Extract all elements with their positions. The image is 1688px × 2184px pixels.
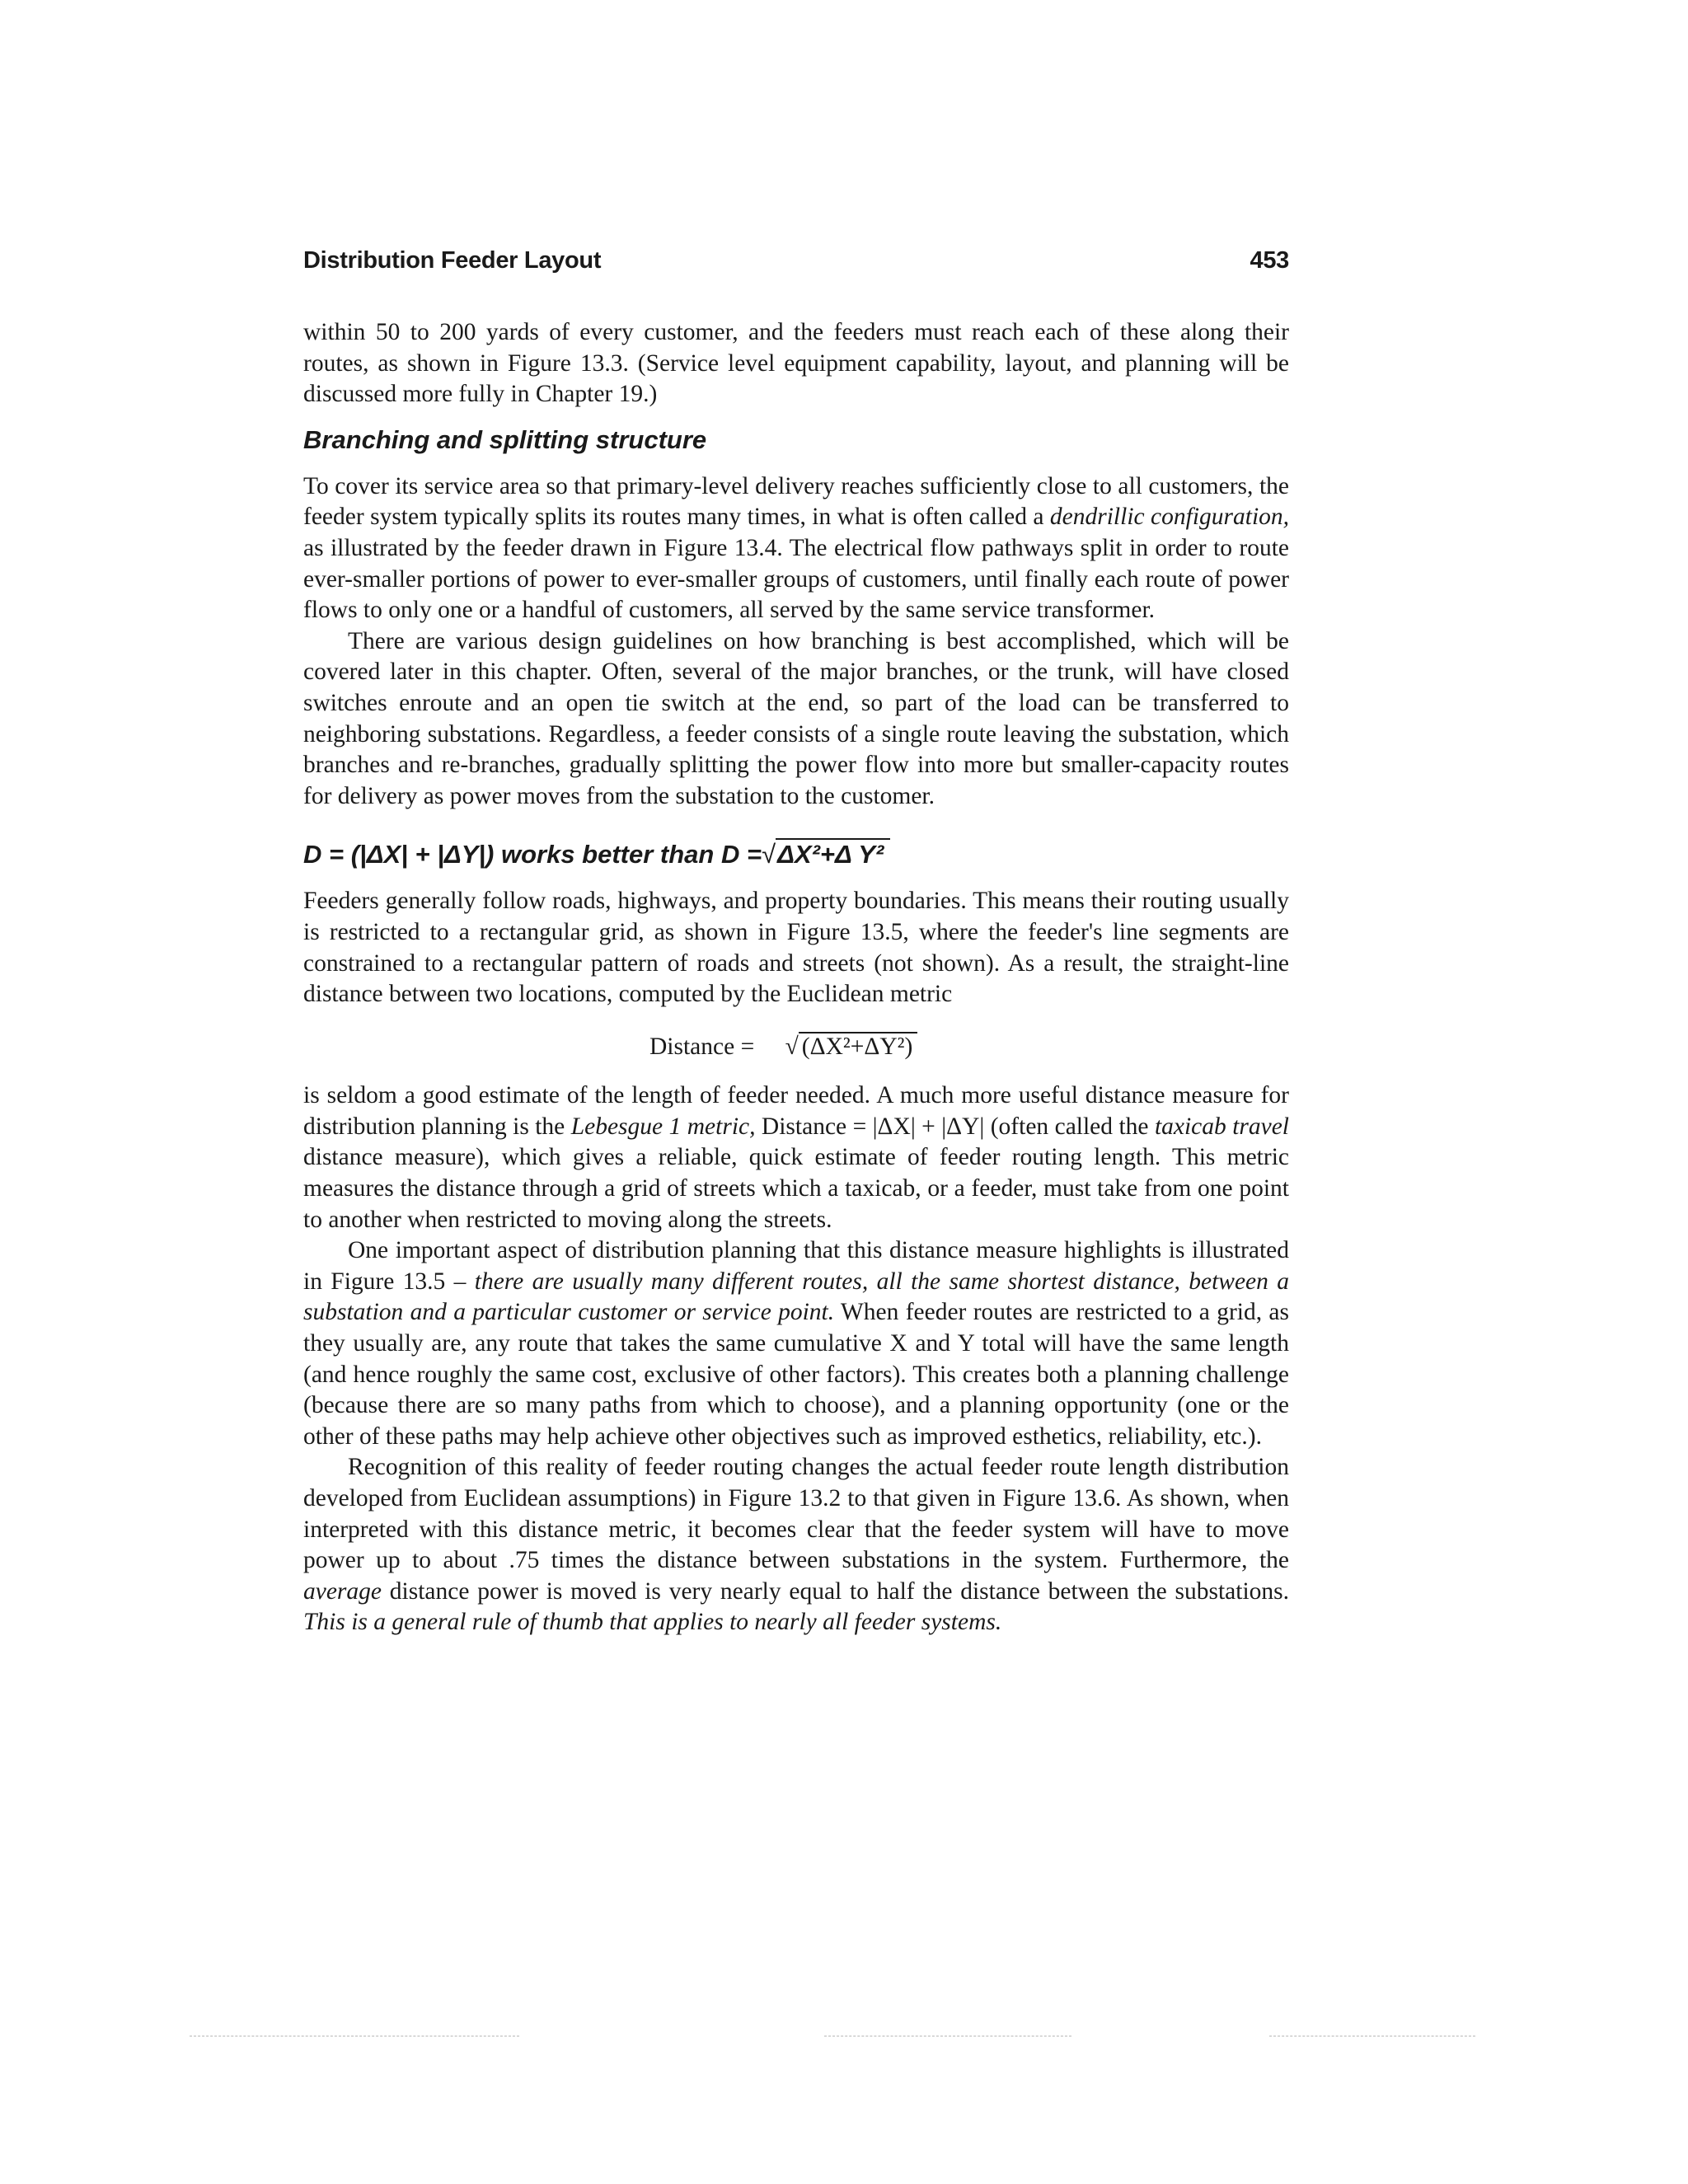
- section-heading-distance-metric: D = (|ΔX| + |ΔY|) works better than D =√ΔX²+Δ Y²: [303, 838, 1289, 871]
- emphasis-rule-of-thumb: This is a general rule of thumb that applies to nearly all feeder systems.: [303, 1609, 1002, 1636]
- term-taxicab: taxicab travel: [1154, 1113, 1290, 1140]
- paragraph-distance-2: is seldom a good estimate of the length of feeder needed. A much more useful distance measure for distribution planning is the Lebesgue 1 metric, Distance = |ΔX| + |ΔY| (often called the taxicab travel distance measure), which gives a reliable, quick estimate of feeder routing length. This metric measures the distance through a grid of streets which a taxicab, or a feeder, must take from one point to another when restricted to moving along the streets.: [303, 1082, 1290, 1233]
- section-heading-branching: Branching and splitting structure: [303, 424, 707, 454]
- square-root-icon: √: [785, 1033, 799, 1060]
- square-root-icon: √: [762, 840, 776, 869]
- emphasis-many-routes: there are usually many different routes, all the same shortest distance, between a substation and a particular customer or service point.: [303, 1268, 1290, 1326]
- term-lebesgue: Lebesgue 1 metric,: [570, 1113, 756, 1140]
- paragraph-distance-4: Recognition of this reality of feeder routing changes the actual feeder route length distribution developed from Euclidean assumptions) in Figure 13.2 to that given in Figure 13.6. As shown, when interpreted with this distance metric, it becomes clear that the feeder system will have to move power up to about .75 times the distance between substations in the system. Furthermore, the average distance power is moved is very nearly equal to half the distance between the substations. This is a general rule of thumb that applies to nearly all feeder systems.: [303, 1454, 1289, 1636]
- running-head: [303, 247, 1289, 274]
- equation-euclidean: [303, 1032, 1289, 1063]
- heading-radical: [762, 838, 890, 871]
- paragraph-intro: within 50 to 200 yards of every customer, and the feeders must reach each of these along their routes, as shown in Figure 13.3. (Service level equipment capability, layout, and planning will be discussed more fully in Chapter 19.): [303, 319, 1289, 408]
- paragraph-distance-3: One important aspect of distribution planning that this distance measure highlights is illustrated in Figure 13.5 – there are usually many different routes, all the same shortest distance, between a substation and a particular customer or service point. When feeder routes are restricted to a grid, as they usually are, any route that takes the same cumulative X and Y total will have the same length (and hence roughly the same cost, exclusive of other factors). This creates both a planning challenge (because there are so many paths from which to choose), and a planning opportunity (one or the other of these paths may help achieve other objectives such as improved esthetics, reliability, etc.).: [303, 1237, 1290, 1450]
- paragraph-branching-2: There are various design guidelines on how branching is best accomplished, which will be covered later in this chapter. Often, several of the major branches, or the trunk, will have closed switches enroute and an open tie switch at the end, so part of the load can be transferred to neighboring substations. Regardless, a feeder consists of a single route leaving the substation, which branches and re-branches, gradually splitting the power flow into more but smaller-capacity routes for delivery as power moves from the substation to the customer.: [303, 627, 1289, 809]
- paragraph-branching-1: To cover its service area so that primary-level delivery reaches sufficiently close to all customers, the feeder system typically splits its routes many times, in what is often called a dendrillic configuration, as illustrated by the feeder drawn in Figure 13.4. The electrical flow pathways split in order to route ever-smaller portions of power to ever-smaller groups of customers, until finally each route of power flows to only one or a handful of customers, all served by the same service transformer.: [303, 472, 1290, 624]
- paragraph-distance-1: Feeders generally follow roads, highways, and property boundaries. This means their routing usually is restricted to a rectangular grid, as shown in Figure 13.5, where the feeder's line segments are constrained to a rectangular pattern of roads and streets (not shown). As a result, the straight-line distance between two locations, computed by the Euclidean metric: [303, 888, 1289, 1008]
- term-average: average: [303, 1577, 382, 1605]
- term-dendrillic: dendrillic configuration,: [1049, 504, 1290, 531]
- equation-label: Distance =: [649, 1033, 755, 1060]
- page-number: 453: [1250, 247, 1289, 274]
- running-head-title: Distribution Feeder Layout: [303, 247, 602, 274]
- heading-radicand: ΔX²+Δ Y²: [776, 838, 890, 869]
- equation-radicand: (ΔX²+ΔY²): [799, 1032, 918, 1060]
- page: [303, 247, 1289, 1638]
